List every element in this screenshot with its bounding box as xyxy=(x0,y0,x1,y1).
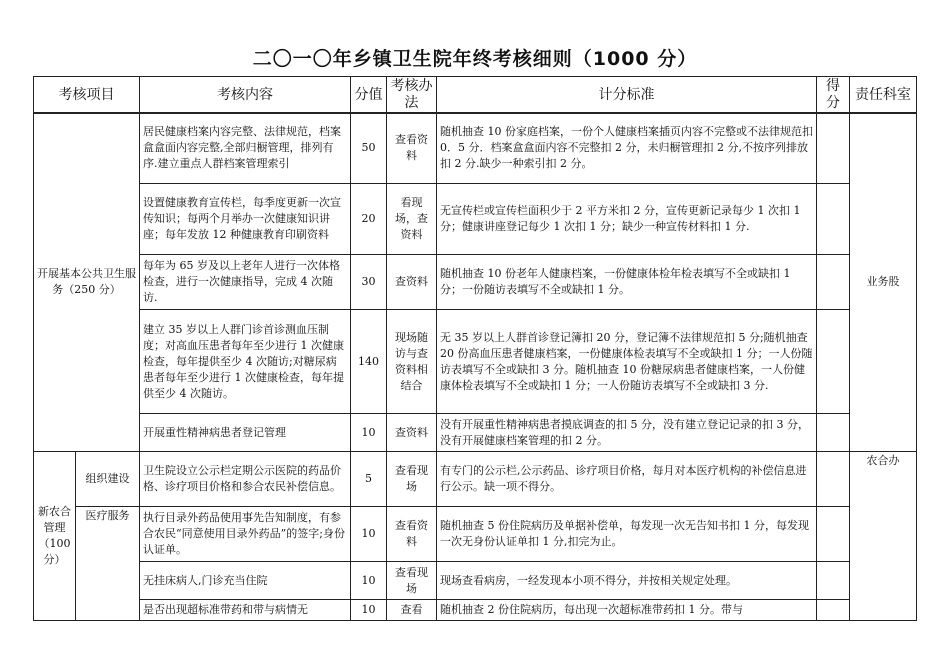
row-standard: 无 35 岁以上人群首诊登记簿扣 20 分，登记簿不法律规范扣 5 分;随机抽查 20 份高血压患者健康档案，一份健康体检表填写不全或缺扣 1 分；一人份随访表填写不全或缺扣 3 分。随机抽查 10 份糖尿病患者健康档案，一人份健康体检表填写不全或缺扣 1 分；一人份随访表填写不全或缺扣 3 分. xyxy=(437,310,817,414)
table-row xyxy=(34,414,917,452)
section-ncms: 新农合管理（100 分） xyxy=(34,452,76,621)
row-got xyxy=(817,452,850,507)
subsection-med: 医疗服务 xyxy=(76,507,140,621)
row-got xyxy=(817,600,850,621)
row-content: 是否出现超标准带药和带与病情无 xyxy=(140,600,351,621)
row-content: 建立 35 岁以上人群门诊首诊测血压制度；对高血压患者每年至少进行 1 次健康检查，每年提供至少 4 次随访;对糖尿病患者每年至少进行 1 次健康检查，每年提供至少 4 次随访。 xyxy=(140,310,351,414)
table-row xyxy=(34,507,917,562)
row-score: 140 xyxy=(351,310,387,414)
row-got xyxy=(817,184,850,255)
header-score: 分值 xyxy=(351,77,387,114)
row-standard: 随机抽查 10 份家庭档案，一份个人健康档案插页内容不完整或不法律规范扣 0．5 分．档案盒盒面内容不完整扣 2 分，未归橱管理扣 2 分,不按序列排放扣 2 分.缺少一种索引扣 2 分。 xyxy=(437,113,817,184)
row-standard: 随机抽查 10 份老年人健康档案，一份健康体检年检表填写不全或缺扣 1 分；一份随访表填写不全或缺扣 1 分。 xyxy=(437,255,817,310)
header-item: 考核项目 xyxy=(34,77,140,114)
row-method: 查资料 xyxy=(387,414,437,452)
header-row xyxy=(34,77,917,114)
section-public-health: 开展基本公共卫生服务（250 分） xyxy=(34,113,140,452)
row-content: 设置健康教育宣传栏，每季度更新一次宣传知识；每两个月举办一次健康知识讲座；每年发放 12 种健康教育印刷资料 xyxy=(140,184,351,255)
row-method: 现场随访与查资料相结合 xyxy=(387,310,437,414)
row-content: 开展重性精神病患者登记管理 xyxy=(140,414,351,452)
row-got xyxy=(817,562,850,600)
row-standard: 有专门的公示栏,公示药品、诊疗项目价格，每月对本医疗机构的补偿信息进行公示。缺一项不得分。 xyxy=(437,452,817,507)
row-method: 查看现场 xyxy=(387,452,437,507)
table-row xyxy=(34,184,917,255)
header-content: 考核内容 xyxy=(140,77,351,114)
table-row xyxy=(34,310,917,414)
row-method: 查看现场 xyxy=(387,562,437,600)
row-score: 5 xyxy=(351,452,387,507)
row-score: 50 xyxy=(351,113,387,184)
header-method: 考核办法 xyxy=(387,77,437,114)
row-method: 查看资料 xyxy=(387,113,437,184)
row-standard: 随机抽查 5 份住院病历及单据补偿单，每发现一次无告知书扣 1 分，每发现一次无身份认证单扣 1 分,扣完为止。 xyxy=(437,507,817,562)
row-standard: 无宣传栏或宣传栏面积少于 2 平方米扣 2 分，宣传更新记录每少 1 次扣 1 分；健康讲座登记每少 1 次扣 1 分；缺少一种宣传材料扣 1 分. xyxy=(437,184,817,255)
row-standard: 随机抽查 2 份住院病历，每出现一次超标准带药扣 1 分。带与 xyxy=(437,600,817,621)
row-got xyxy=(817,113,850,184)
table-row xyxy=(34,113,917,184)
row-score: 10 xyxy=(351,600,387,621)
table-row xyxy=(34,600,917,621)
assessment-table-body xyxy=(33,112,917,621)
table-row xyxy=(34,562,917,600)
row-got xyxy=(817,414,850,452)
header-got: 得分 xyxy=(817,77,850,114)
row-content: 执行目录外药品使用事先告知制度，有参合农民“同意使用目录外药品”的签字;身份认证单。 xyxy=(140,507,351,562)
row-method: 查看 xyxy=(387,600,437,621)
row-method: 看现场，查资料 xyxy=(387,184,437,255)
row-method: 查资料 xyxy=(387,255,437,310)
row-got xyxy=(817,310,850,414)
row-standard: 现场查看病房，一经发现本小项不得分，并按相关规定处理。 xyxy=(437,562,817,600)
row-score: 20 xyxy=(351,184,387,255)
row-content: 居民健康档案内容完整、法律规范，档案盒盒面内容完整,全部归橱管理，排列有序.建立重点人群档案管理索引 xyxy=(140,113,351,184)
table-row xyxy=(34,452,917,507)
header-standard: 计分标准 xyxy=(437,77,817,114)
table-row xyxy=(34,255,917,310)
row-score: 10 xyxy=(351,562,387,600)
header-dept: 责任科室 xyxy=(850,77,917,114)
subsection-org: 组织建设 xyxy=(76,452,140,507)
row-score: 30 xyxy=(351,255,387,310)
row-content: 无挂床病人,门诊充当住院 xyxy=(140,562,351,600)
assessment-table xyxy=(33,76,917,114)
row-method: 查看资料 xyxy=(387,507,437,562)
row-got xyxy=(817,507,850,562)
page-title: 二〇一〇年乡镇卫生院年终考核细则（1000 分） xyxy=(252,48,698,70)
row-content: 每年为 65 岁及以上老年人进行一次体格检查，进行一次健康指导，完成 4 次随访. xyxy=(140,255,351,310)
row-score: 10 xyxy=(351,414,387,452)
row-content: 卫生院设立公示栏定期公示医院的药品价格、诊疗项目价格和参合农民补偿信息。 xyxy=(140,452,351,507)
row-standard: 没有开展重性精神病患者摸底调查的扣 5 分，没有建立登记记录的扣 3 分，没有开展健康档案管理的扣 2 分。 xyxy=(437,414,817,452)
dept-public-health: 业务股 xyxy=(850,113,917,452)
row-score: 10 xyxy=(351,507,387,562)
row-got xyxy=(817,255,850,310)
dept-ncms: 农合办 xyxy=(850,452,917,621)
